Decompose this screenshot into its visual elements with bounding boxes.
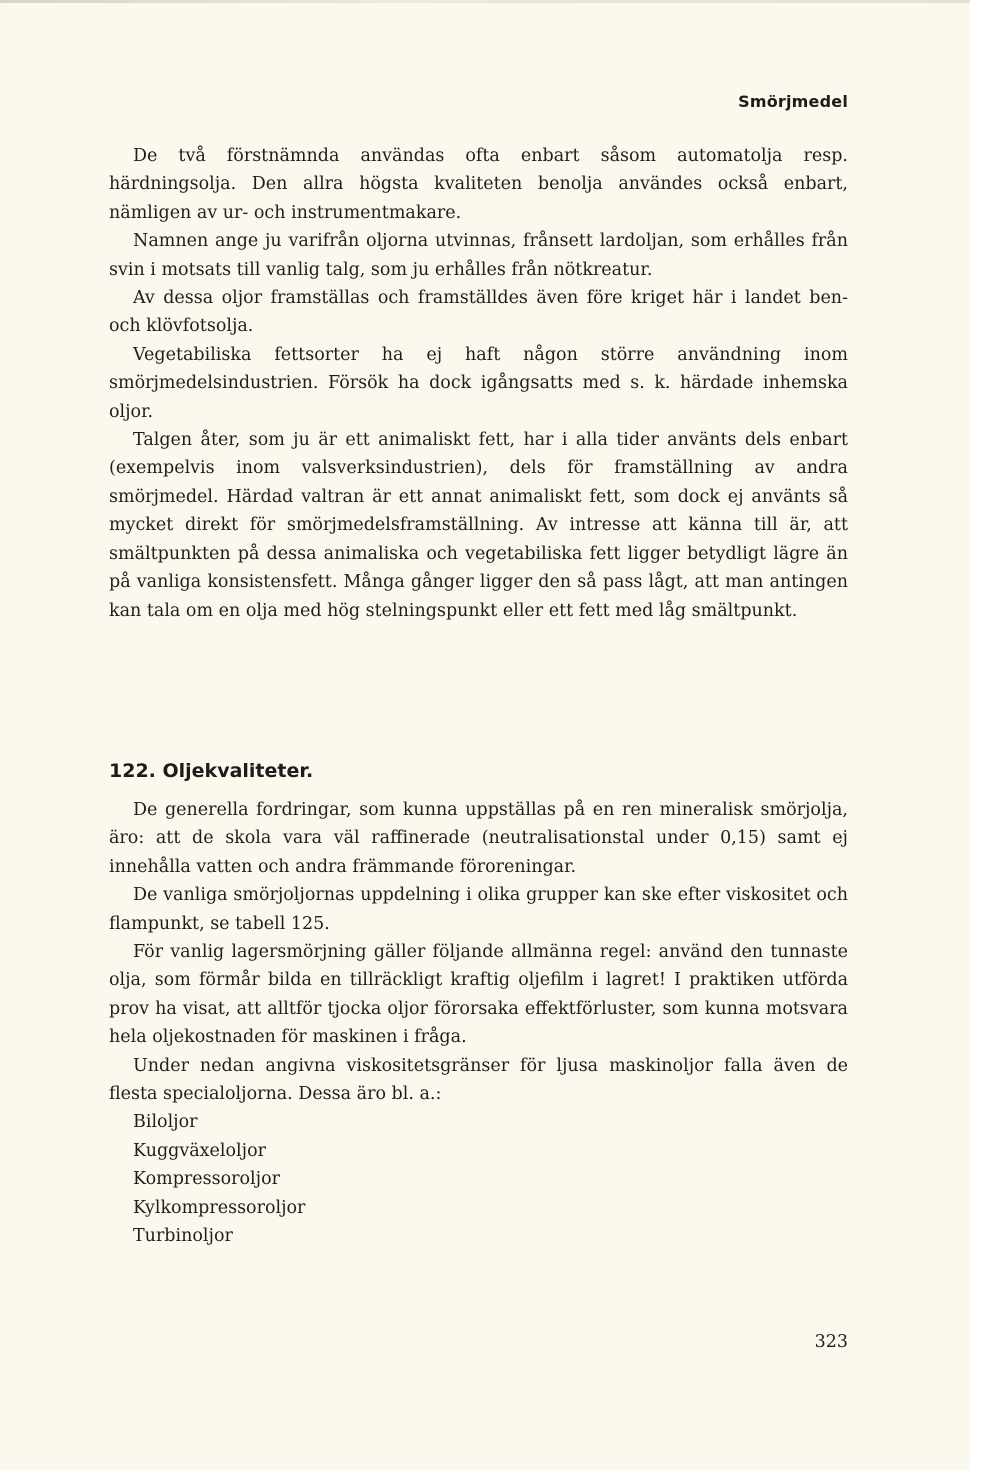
paragraph: Vegetabiliska fettsorter ha ej haft någon större användning inom smörjmedelsindustrien. Försök ha dock igångsatts med s. k. härdade inhemska oljor. [109, 344, 848, 422]
paragraph: De två förstnämnda användas ofta enbart såsom automatolja resp. härdningsolja. Den allra högsta kvaliteten benolja användes också enbart, nämligen av ur- och instrumentmakare. [109, 146, 848, 223]
section-heading: 122. Oljekvaliteter. [109, 760, 314, 782]
list-item: Kylkompressoroljor [133, 1197, 306, 1218]
page-number: 323 [814, 1332, 848, 1352]
paragraph: De vanliga smörjoljornas uppdelning i olika grupper kan ske efter viskositet och flampunkt, se tabell 125. [109, 885, 848, 934]
section-text-block [109, 796, 848, 1251]
page-top-edge [0, 0, 970, 3]
paragraph: De generella fordringar, som kunna uppställas på en ren mineralisk smörjolja, äro: att de skola vara väl raffinerade (neutralisationstal under 0,15) samt ej innehålla vatten och andra främmande föroreningar. [109, 800, 848, 877]
paragraph: Namnen ange ju varifrån oljorna utvinnas, frånsett lardoljan, som erhålles från svin i motsats till vanlig talg, som ju erhålles från nötkreatur. [109, 231, 848, 280]
paragraph: Under nedan angivna viskositetsgränser för ljusa maskinoljor falla även de flesta specialoljorna. Dessa äro bl. a.: [109, 1055, 848, 1105]
running-title: Smörjmedel [738, 92, 848, 111]
list-item: Turbinoljor [133, 1226, 233, 1247]
list-item: Biloljor [133, 1112, 198, 1133]
oil-type-list [109, 1108, 848, 1250]
paragraph: Av dessa oljor framställas och framställdes även före kriget här i landet ben- och klövfotsolja. [109, 288, 848, 337]
paragraph: Talgen åter, som ju är ett animaliskt fett, har i alla tider använts dels enbart (exempelvis inom valsverksindustrien), dels för framställning av andra smörjmedel. Härdad valtran är ett annat animaliskt fett, som dock ej använts så mycket direkt för smörjmedelsframställning. Av intresse att känna till är, att smältpunkten på dessa animaliska och vegetabiliska fett ligger betydligt lägre än på vanliga konsistensfett. Många gånger ligger den så pass lågt, att man antingen kan tala om en olja med hög stelningspunkt eller ett fett med låg smältpunkt. [109, 430, 848, 621]
intro-text-block [109, 142, 848, 625]
paragraph: För vanlig lagersmörjning gäller följande allmänna regel: använd den tunnaste olja, som förmår bilda en tillräckligt kraftig oljefilm i lagret! I praktiken utförda prov ha visat, att alltför tjocka oljor förorsaka effektförluster, som kunna motsvara hela oljekostnaden för maskinen i fråga. [109, 942, 848, 1048]
list-item: Kuggväxeloljor [133, 1140, 266, 1161]
list-item: Kompressoroljor [133, 1169, 280, 1190]
